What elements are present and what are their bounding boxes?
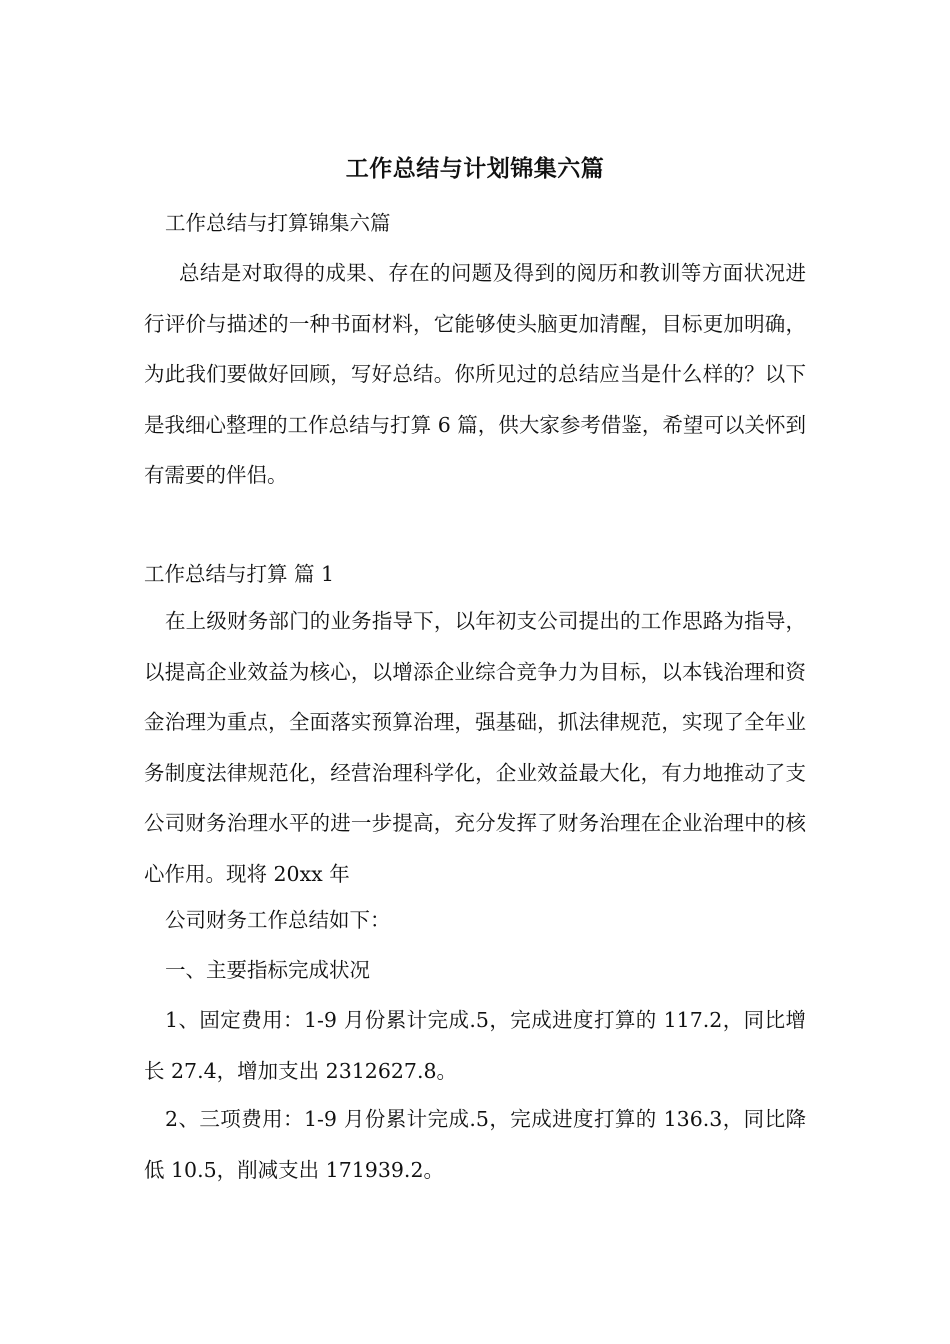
section-heading: 工作总结与打算 篇 1 — [144, 562, 335, 586]
list-item-1: 1、固定费用：1-9 月份累计完成.5，完成进度打算的 117.2，同比增长 27.4，增加支出 2312627.8。 — [144, 1008, 806, 1083]
body-paragraph-3: 一、主要指标完成状况 — [165, 958, 370, 982]
list-item-2: 2、三项费用：1-9 月份累计完成.5，完成进度打算的 136.3，同比降低 10.5，削减支出 171939.2。 — [144, 1107, 806, 1182]
intro-paragraph: 总结是对取得的成果、存在的问题及得到的阅历和教训等方面状况进行评价与描述的一种书面材料，它能够使头脑更加清醒，目标更加明确，为此我们要做好回顾，写好总结。你所见过的总结应当是什么样的？以下是我细心整理的工作总结与打算 6 篇，供大家参考借鉴，希望可以关怀到有需要的伴侣。 — [144, 261, 806, 487]
document-subtitle: 工作总结与打算锦集六篇 — [165, 211, 391, 235]
body-paragraph-2: 公司财务工作总结如下： — [165, 908, 391, 932]
document-title: 工作总结与计划锦集六篇 — [345, 155, 605, 182]
body-paragraph-1: 在上级财务部门的业务指导下，以年初支公司提出的工作思路为指导，以提高企业效益为核心，以增添企业综合竞争力为目标，以本钱治理和资金治理为重点，全面落实预算治理，强基础，抓法律规范，实现了全年业务制度法律规范化，经营治理科学化，企业效益最大化，有力地推动了支公司财务治理水平的进一步提高，充分发挥了财务治理在企业治理中的核心作用。现将 20xx 年 — [144, 609, 806, 886]
